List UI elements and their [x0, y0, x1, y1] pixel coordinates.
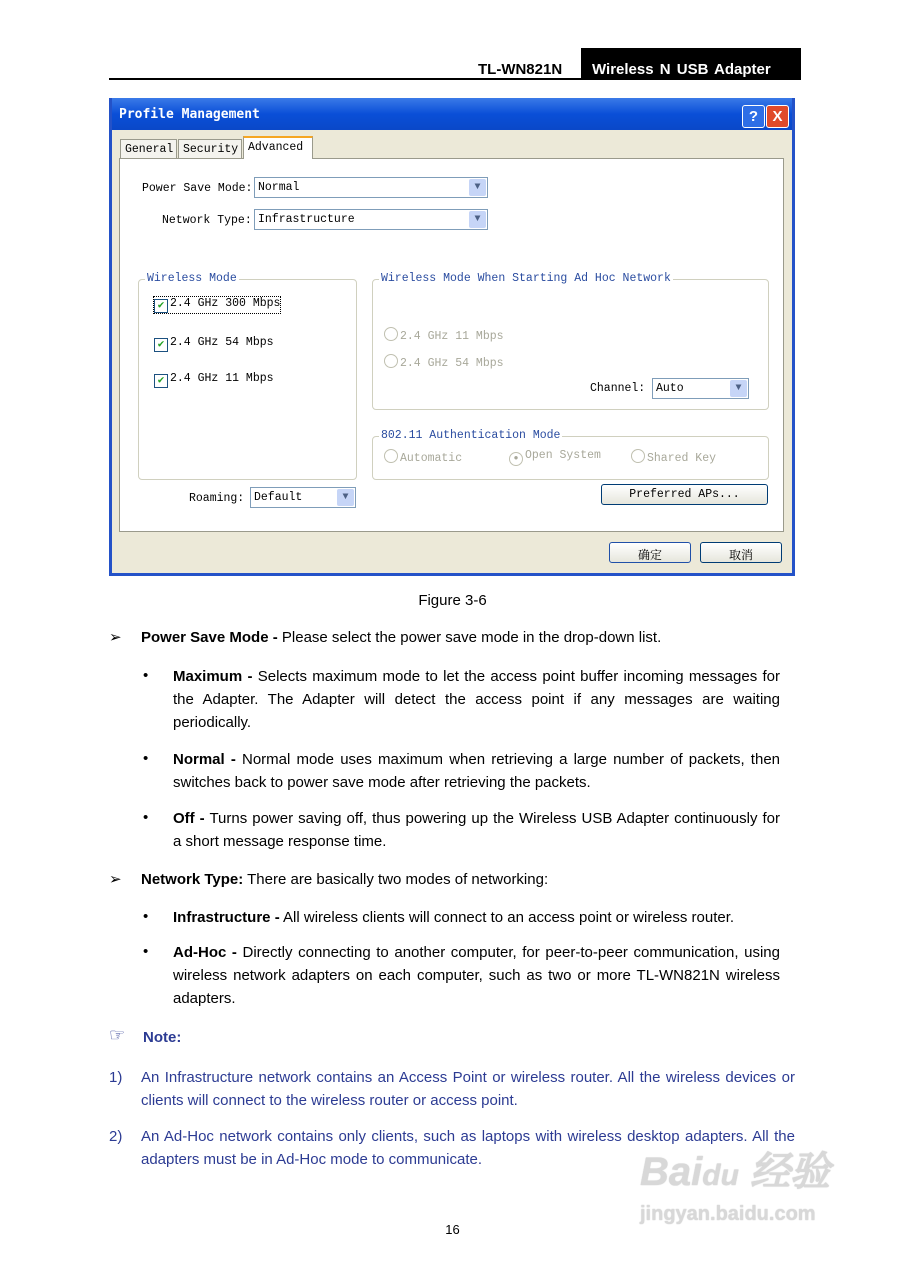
bullet-icon: •	[143, 943, 149, 960]
wireless-mode-group	[138, 272, 357, 480]
bullet-icon: •	[143, 809, 149, 826]
chevron-down-icon: ▼	[469, 211, 486, 228]
tab-security[interactable]: Security	[178, 139, 242, 158]
note-number: 2)	[109, 1128, 123, 1145]
network-type-select[interactable]	[254, 209, 488, 230]
radio-icon	[631, 449, 645, 463]
check-icon: ✔	[154, 374, 168, 388]
item-maximum: Maximum - Selects maximum mode to let the access point buffer incoming messages for the Adapter. The Adapter will detect the access point if any messages are waiting periodically.	[173, 668, 780, 731]
channel-select[interactable]	[652, 378, 749, 399]
auth-mode-title: 802.11 Authentication Mode	[381, 429, 561, 442]
bullet-icon: •	[143, 908, 149, 925]
auth-mode-group	[372, 429, 769, 480]
bullet-icon: •	[143, 667, 149, 684]
help-icon[interactable]: ?	[742, 105, 765, 128]
channel-value: Auto	[656, 382, 684, 395]
roaming-select[interactable]	[250, 487, 356, 508]
radio-icon	[384, 327, 398, 341]
header-rule	[109, 78, 801, 80]
check-icon: ✔	[154, 338, 168, 352]
header-model: TL-WN821N	[478, 61, 563, 78]
item-off: Off - Turns power saving off, thus powering up the Wireless USB Adapter continuously for a short message response time.	[173, 810, 781, 850]
tab-general[interactable]: General	[120, 139, 177, 158]
header-product: Wireless N USB Adapter	[581, 48, 801, 80]
dialog-title: Profile Management	[119, 107, 260, 122]
check-icon: ✔	[154, 299, 168, 313]
network-type-label: Network Type:	[162, 214, 252, 227]
adhoc-mode-title: Wireless Mode When Starting Ad Hoc Network	[381, 272, 671, 285]
radio-open-system[interactable]: ● Open System	[509, 449, 601, 466]
ok-button[interactable]: 确定	[609, 542, 691, 563]
tab-advanced[interactable]: Advanced	[243, 136, 313, 159]
chevron-down-icon: ▼	[469, 179, 486, 196]
checkbox-11mbps[interactable]: ✔ 2.4 GHz 11 Mbps	[154, 372, 274, 388]
advanced-panel	[119, 158, 784, 532]
power-save-value: Normal	[258, 181, 300, 194]
radio-selected-icon: ●	[509, 452, 523, 466]
note-number: 1)	[109, 1069, 123, 1086]
page-number: 16	[445, 1222, 460, 1237]
title-bar[interactable]	[112, 98, 792, 130]
bullet-icon: •	[143, 750, 149, 767]
section-power-save: Power Save Mode - Please select the power save mode in the drop-down list.	[141, 629, 662, 646]
profile-management-dialog	[109, 98, 795, 576]
close-icon[interactable]: X	[766, 105, 789, 128]
pointing-hand-icon: ☞	[109, 1025, 126, 1045]
radio-icon	[384, 354, 398, 368]
roaming-value: Default	[254, 491, 303, 504]
network-type-value: Infrastructure	[258, 213, 355, 226]
checkbox-54mbps[interactable]: ✔ 2.4 GHz 54 Mbps	[154, 336, 274, 352]
wireless-mode-title: Wireless Mode	[147, 272, 237, 285]
item-normal: Normal - Normal mode uses maximum when retrieving a large number of packets, then switches back to power save mode after retrieving the packets.	[173, 751, 781, 791]
radio-adhoc-11mbps[interactable]: 2.4 GHz 11 Mbps	[384, 327, 504, 343]
baidu-watermark: Baidu 经验 jingyan.baidu.com	[640, 1150, 831, 1225]
chevron-down-icon: ▼	[730, 380, 747, 397]
note-item-2: An Ad-Hoc network contains only clients, such as laptops with wireless desktop adapters. All the adapters must be in Ad-Hoc mode to communicate.	[141, 1128, 795, 1168]
note-item-1: An Infrastructure network contains an Access Point or wireless router. All the wireless devices or clients will connect to the wireless router or access point.	[141, 1069, 795, 1109]
figure-caption: Figure 3-6	[418, 592, 487, 609]
preferred-aps-button[interactable]: Preferred APs...	[601, 484, 768, 505]
radio-icon	[384, 449, 398, 463]
radio-shared-key[interactable]: Shared Key	[631, 449, 716, 465]
checkbox-300mbps[interactable]: ✔ 2.4 GHz 300 Mbps	[154, 297, 280, 313]
radio-adhoc-54mbps[interactable]: 2.4 GHz 54 Mbps	[384, 354, 504, 370]
power-save-label: Power Save Mode:	[142, 182, 253, 195]
chevron-down-icon: ▼	[337, 489, 354, 506]
channel-label: Channel:	[590, 382, 646, 395]
note-title: Note:	[143, 1029, 182, 1046]
cancel-button[interactable]: 取消	[700, 542, 782, 563]
item-adhoc: Ad-Hoc - Directly connecting to another computer, for peer-to-peer communication, using wireless network adapters on each computer, such as two or more TL-WN821N wireless adapters.	[173, 944, 780, 1007]
roaming-label: Roaming:	[189, 492, 245, 505]
adhoc-mode-group	[372, 272, 769, 410]
radio-automatic[interactable]: Automatic	[384, 449, 462, 465]
power-save-select[interactable]	[254, 177, 488, 198]
arrow-bullet-icon: ➢	[109, 871, 122, 888]
item-infrastructure: Infrastructure - All wireless clients will connect to an access point or wireless router.	[173, 909, 735, 926]
arrow-bullet-icon: ➢	[109, 629, 122, 646]
section-network-type: Network Type: There are basically two modes of networking:	[141, 871, 549, 888]
